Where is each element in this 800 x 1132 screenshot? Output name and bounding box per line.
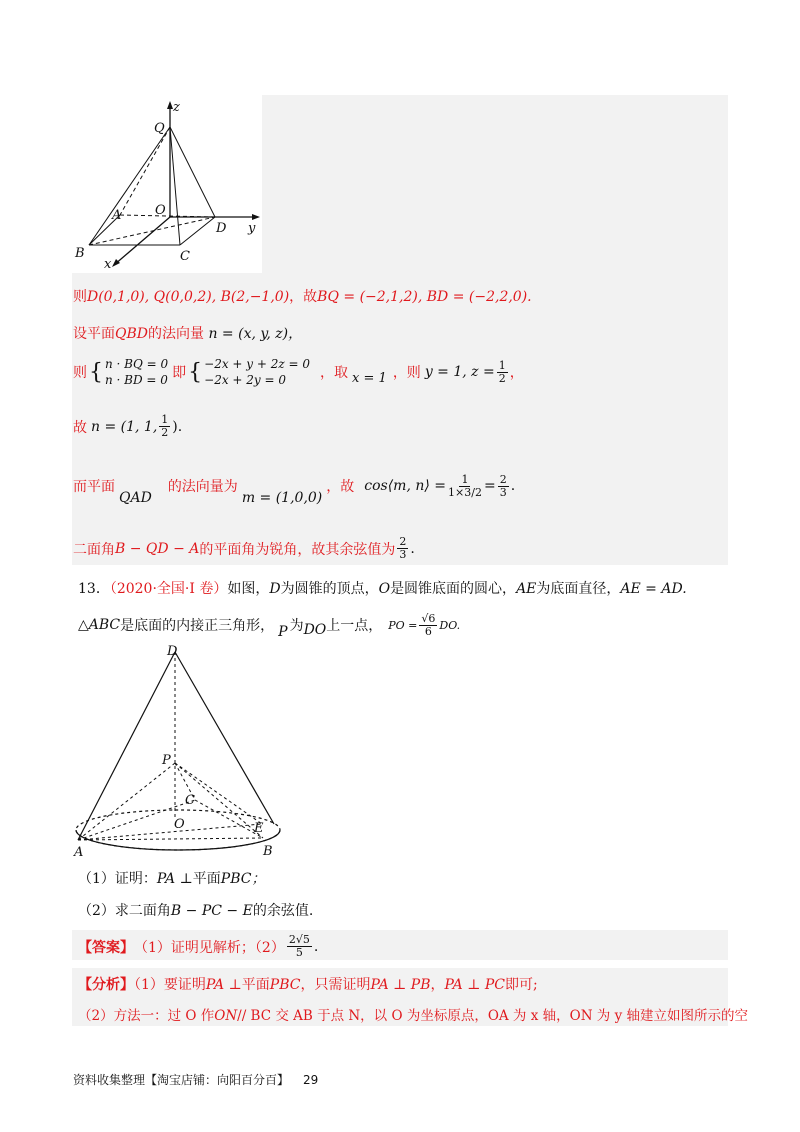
fig2-label-D: D xyxy=(167,644,178,659)
fig1-label-C: C xyxy=(180,249,190,264)
problem-13-line-2: △ABC 是底面的内接正三角形， P 为 DO 上一点， PO = $\frac{√6}{6}$ DO. xyxy=(78,611,461,640)
fig2-label-B: B xyxy=(263,844,273,859)
fig1-label-A: A xyxy=(112,208,122,223)
solution-line-3: 则 { n · BQ = 0 n · BD = 0 即 { −2x + y + 2z = 0 −2x + 2y = 0 ，取 x = 1 ，则 y = 1, z = $\frac{1}{2}$ ， xyxy=(73,357,524,387)
fig1-label-B: B xyxy=(75,246,85,261)
fig1-label-x: x xyxy=(104,257,112,272)
pyramid-figure xyxy=(72,95,262,273)
question-2: （2）求二面角B − PC − E的余弦值. xyxy=(78,903,314,919)
fig2-label-C: C xyxy=(185,793,195,808)
solution-line-6: 二面角 B − QD − A 的平面角为锐角，故其余弦值为 $\frac{2}{3}$ . xyxy=(73,535,415,561)
fig1-label-O: O xyxy=(155,203,166,218)
page-number: 29 xyxy=(303,1073,319,1087)
fig2-label-A: A xyxy=(74,845,84,860)
solution-line-4: 故 n = (1, 1, $\frac{1}{2}$ ). xyxy=(73,413,183,439)
answer-line: 【答案】 （1）证明见解析；（2） $\frac{2√5}{5}$ . xyxy=(78,933,319,959)
solution-line-2: 设平面QBD的法向量 n = (x, y, z)， xyxy=(73,326,303,342)
fig1-label-z: z xyxy=(173,100,180,115)
fig2-label-P: P xyxy=(162,753,171,768)
analysis-line-1: 【分析】（1）要证明PA ⊥平面PBC，只需证明PA ⊥ PB，PA ⊥ PC即可; xyxy=(78,977,538,993)
fig1-label-D: D xyxy=(216,221,227,236)
problem-13-line-1: 13．（2020·全国·Ⅰ 卷）如图，D为圆锥的顶点，O是圆锥底面的圆心，AE为底面直径，AE = AD. xyxy=(78,581,687,597)
footer: 资料收集整理【淘宝店铺：向阳百分百】 29 xyxy=(73,1073,319,1087)
fig1-label-y: y xyxy=(248,221,256,236)
analysis-line-2: （2）方法一：过 O 作ON// BC 交 AB 于点 N，以 O 为坐标原点，OA 为 x 轴，ON 为 y 轴建立如图所示的空 xyxy=(78,1008,749,1024)
cone-figure xyxy=(70,640,290,862)
fig2-label-E: E xyxy=(254,821,264,836)
question-1: （1）证明：PA ⊥平面PBC； xyxy=(78,871,266,887)
fig1-label-Q: Q xyxy=(154,121,165,136)
solution-line-1: 则D(0,1,0), Q(0,0,2), B(2,−1,0)，故BQ = (−2,1,2), BD = (−2,2,0). xyxy=(73,289,532,305)
fig2-label-O: O xyxy=(174,817,185,832)
solution-line-5: 而平面 QAD 的法向量为 m = (1,0,0) ，故 cos⟨m, n⟩ = $\frac{1}{1\times 3/2}$ = $\frac{2}{3}$ . xyxy=(73,472,516,506)
